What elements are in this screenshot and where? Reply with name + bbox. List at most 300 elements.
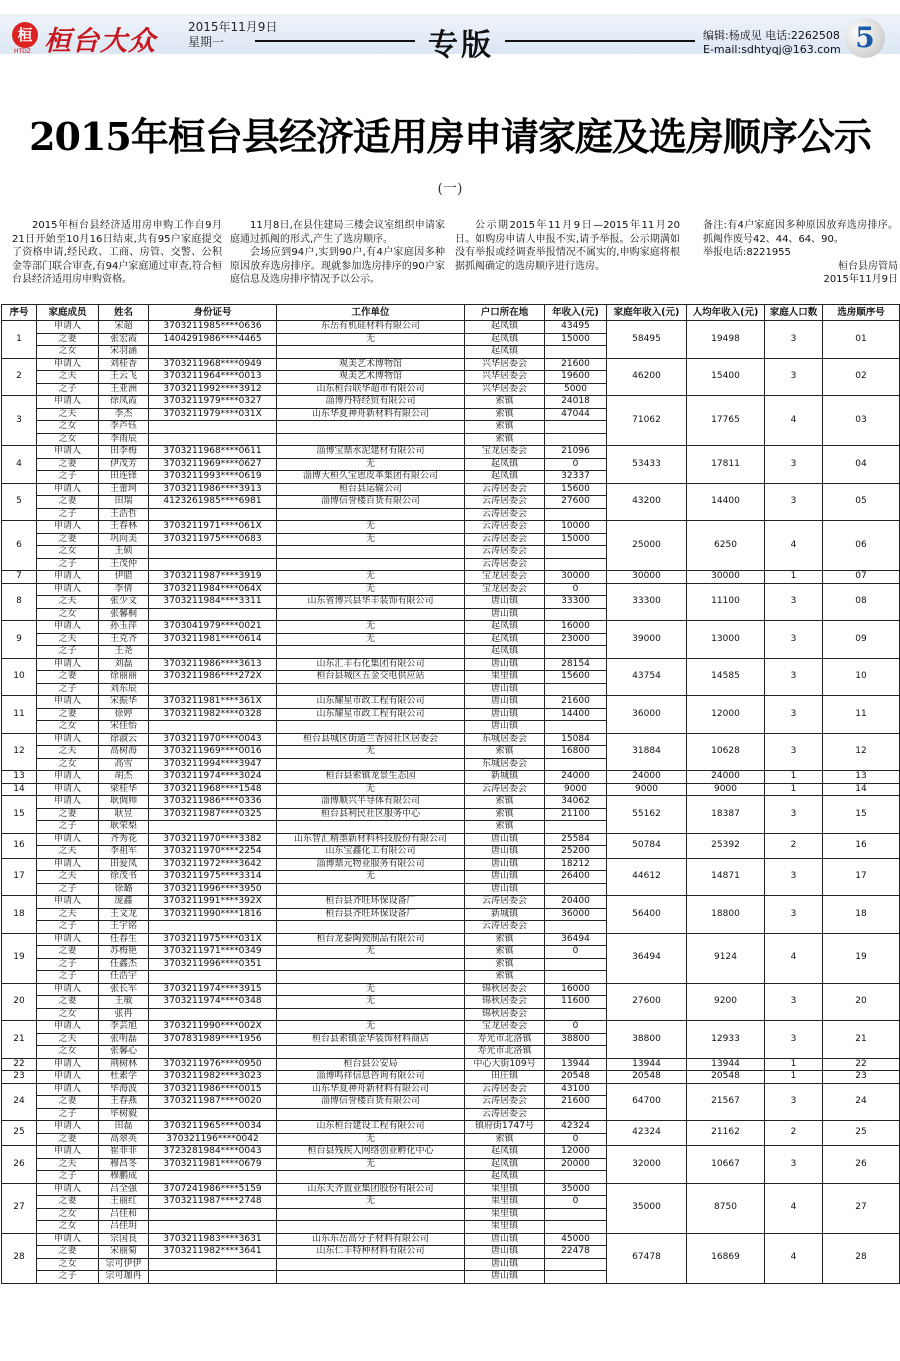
employer-cell: 淄博大桓久宝恩皮革集团有限公司 bbox=[277, 471, 465, 484]
employer-cell bbox=[277, 883, 465, 896]
table-row bbox=[2, 1183, 900, 1196]
per-capita-income-cell: 6250 bbox=[687, 521, 765, 571]
income-cell bbox=[545, 1008, 607, 1021]
income-cell: 25200 bbox=[545, 846, 607, 859]
member-name-cell: 耿荣梨 bbox=[99, 821, 149, 834]
residence-cell: 唐山镇 bbox=[465, 683, 545, 696]
family-no-cell: 25 bbox=[2, 1121, 37, 1146]
member-role-cell: 之女 bbox=[37, 1221, 99, 1234]
residence-cell: 云涛居委会 bbox=[465, 921, 545, 934]
member-role-cell: 之女 bbox=[37, 721, 99, 734]
order-no-cell: 25 bbox=[823, 1121, 900, 1146]
residence-cell: 镇府街1747号 bbox=[465, 1121, 545, 1134]
employer-cell bbox=[277, 1208, 465, 1221]
member-role-cell: 申请人 bbox=[37, 933, 99, 946]
member-name-cell: 毕海波 bbox=[99, 1083, 149, 1096]
employer-cell: 桓台县残疾人网络创业孵化中心 bbox=[277, 1146, 465, 1159]
member-name-cell: 王硕 bbox=[99, 546, 149, 559]
id-number-cell: 3703211971****0349 bbox=[149, 946, 277, 959]
column-header: 家庭成员 bbox=[37, 305, 99, 321]
per-capita-income-cell: 17765 bbox=[687, 396, 765, 446]
per-capita-income-cell: 12000 bbox=[687, 696, 765, 734]
employer-cell: 无 bbox=[277, 946, 465, 959]
income-cell: 27600 bbox=[545, 496, 607, 509]
intro-paragraph: 会场应到94户,实到90户,有4户家庭因多种原因放弃选房排序。现就参加选房排序的90户家庭信息及选房排序情况予以公示。 bbox=[230, 247, 445, 285]
employer-cell bbox=[277, 1046, 465, 1059]
family-size-cell: 1 bbox=[765, 783, 823, 796]
member-name-cell: 崔菲菲 bbox=[99, 1146, 149, 1159]
member-role-cell: 之妻 bbox=[37, 996, 99, 1009]
residence-cell: 索镇 bbox=[465, 796, 545, 809]
family-no-cell: 16 bbox=[2, 833, 37, 858]
id-number-cell bbox=[149, 971, 277, 984]
per-capita-income-cell: 9000 bbox=[687, 783, 765, 796]
residence-cell: 唐山镇 bbox=[465, 721, 545, 734]
employer-cell: 山东华夏神舟新材料有限公司 bbox=[277, 1083, 465, 1096]
employer-cell: 桓台县索镇龙景生态园 bbox=[277, 771, 465, 784]
employer-cell: 山东天齐置业集团股份有限公司 bbox=[277, 1183, 465, 1196]
id-number-cell: 3703211985****0636 bbox=[149, 321, 277, 334]
per-capita-income-cell: 25392 bbox=[687, 833, 765, 858]
id-number-cell: 3703211968****1548 bbox=[149, 783, 277, 796]
logo-subtext: HTDZ bbox=[14, 48, 31, 55]
residence-cell: 云涛居委会 bbox=[465, 546, 545, 559]
income-cell bbox=[545, 608, 607, 621]
member-name-cell: 王茂仲 bbox=[99, 558, 149, 571]
member-role-cell: 之子 bbox=[37, 921, 99, 934]
member-name-cell: 田磊 bbox=[99, 1121, 149, 1134]
member-role-cell: 申请人 bbox=[37, 1083, 99, 1096]
signer: 桓台县房管局 bbox=[838, 260, 898, 272]
residence-cell: 起凤镇 bbox=[465, 646, 545, 659]
member-name-cell: 李雨辰 bbox=[99, 433, 149, 446]
order-no-cell: 17 bbox=[823, 858, 900, 896]
residence-cell: 新城镇 bbox=[465, 771, 545, 784]
id-number-cell bbox=[149, 1171, 277, 1184]
income-cell: 22478 bbox=[545, 1246, 607, 1259]
residence-cell: 起凤镇 bbox=[465, 633, 545, 646]
family-size-cell: 1 bbox=[765, 771, 823, 784]
family-income-cell: 36000 bbox=[607, 696, 687, 734]
employer-cell: 观美艺术博物馆 bbox=[277, 358, 465, 371]
table-row bbox=[2, 733, 900, 746]
employer-cell bbox=[277, 1171, 465, 1184]
member-name-cell: 王春燕 bbox=[99, 1096, 149, 1109]
member-name-cell: 王浩哲 bbox=[99, 508, 149, 521]
member-name-cell: 王宇铭 bbox=[99, 921, 149, 934]
order-no-cell: 27 bbox=[823, 1183, 900, 1233]
member-role-cell: 之子 bbox=[37, 821, 99, 834]
column-header: 户口所在地 bbox=[465, 305, 545, 321]
per-capita-income-cell: 30000 bbox=[687, 571, 765, 584]
editor-line: 编辑:杨成见 电话:2262508 bbox=[703, 29, 840, 42]
per-capita-income-cell: 18800 bbox=[687, 896, 765, 934]
family-size-cell: 3 bbox=[765, 733, 823, 771]
id-number-cell: 3703211982****0328 bbox=[149, 708, 277, 721]
residence-cell: 唐山镇 bbox=[465, 658, 545, 671]
member-role-cell: 之妻 bbox=[37, 708, 99, 721]
member-name-cell: 田李梅 bbox=[99, 446, 149, 459]
id-number-cell: 3703211993****0619 bbox=[149, 471, 277, 484]
family-income-cell: 46200 bbox=[607, 358, 687, 396]
employer-cell: 山东耀星市政工程有限公司 bbox=[277, 696, 465, 709]
id-number-cell bbox=[149, 346, 277, 359]
family-no-cell: 1 bbox=[2, 321, 37, 359]
member-role-cell: 申请人 bbox=[37, 696, 99, 709]
per-capita-income-cell: 21567 bbox=[687, 1083, 765, 1121]
per-capita-income-cell: 9200 bbox=[687, 983, 765, 1021]
per-capita-income-cell: 11100 bbox=[687, 583, 765, 621]
table-row bbox=[2, 858, 900, 871]
employer-cell bbox=[277, 646, 465, 659]
member-role-cell: 申请人 bbox=[37, 621, 99, 634]
id-number-cell bbox=[149, 1221, 277, 1234]
family-size-cell: 4 bbox=[765, 933, 823, 983]
residence-cell: 果里镇 bbox=[465, 1183, 545, 1196]
income-cell: 5000 bbox=[545, 383, 607, 396]
family-no-cell: 21 bbox=[2, 1021, 37, 1059]
id-number-cell bbox=[149, 1258, 277, 1271]
member-role-cell: 之子 bbox=[37, 683, 99, 696]
per-capita-income-cell: 19498 bbox=[687, 321, 765, 359]
income-cell: 32337 bbox=[545, 471, 607, 484]
employer-cell: 东岳有机硅材料有限公司 bbox=[277, 321, 465, 334]
residence-cell: 果里镇 bbox=[465, 1196, 545, 1209]
table-row bbox=[2, 483, 900, 496]
residence-cell: 唐山镇 bbox=[465, 833, 545, 846]
member-role-cell: 之女 bbox=[37, 758, 99, 771]
per-capita-income-cell: 13944 bbox=[687, 1058, 765, 1071]
family-income-cell: 36494 bbox=[607, 933, 687, 983]
member-name-cell: 刘磊 bbox=[99, 658, 149, 671]
employer-cell: 山东汇丰石化集团有限公司 bbox=[277, 658, 465, 671]
employer-cell: 桓台县齐旺环保设备厂 bbox=[277, 896, 465, 909]
member-role-cell: 之子 bbox=[37, 883, 99, 896]
member-name-cell: 宋羽涵 bbox=[99, 346, 149, 359]
member-role-cell: 申请人 bbox=[37, 1071, 99, 1084]
per-capita-income-cell: 17811 bbox=[687, 446, 765, 484]
family-income-cell: 58495 bbox=[607, 321, 687, 359]
id-number-cell bbox=[149, 508, 277, 521]
id-number-cell: 3703211986****272X bbox=[149, 671, 277, 684]
income-cell: 11600 bbox=[545, 996, 607, 1009]
member-role-cell: 之妻 bbox=[37, 458, 99, 471]
member-role-cell: 之妻 bbox=[37, 496, 99, 509]
employer-cell: 观美艺术博物馆 bbox=[277, 371, 465, 384]
family-size-cell: 4 bbox=[765, 1183, 823, 1233]
residence-cell: 索镇 bbox=[465, 421, 545, 434]
member-name-cell: 王蕾珂 bbox=[99, 483, 149, 496]
member-role-cell: 之夫 bbox=[37, 1033, 99, 1046]
residence-cell: 兴华居委会 bbox=[465, 358, 545, 371]
order-no-cell: 03 bbox=[823, 396, 900, 446]
residence-cell: 锦秋居委会 bbox=[465, 996, 545, 1009]
member-name-cell: 张少文 bbox=[99, 596, 149, 609]
income-cell: 28154 bbox=[545, 658, 607, 671]
residence-cell: 索镇 bbox=[465, 808, 545, 821]
income-cell: 19600 bbox=[545, 371, 607, 384]
column-header: 家庭年收入(元) bbox=[607, 305, 687, 321]
member-name-cell: 王丽红 bbox=[99, 1196, 149, 1209]
residence-cell: 果里镇 bbox=[465, 1221, 545, 1234]
employer-cell: 山东智汇精墨新材料科技股份有限公司 bbox=[277, 833, 465, 846]
id-number-cell: 3703211990****002X bbox=[149, 1021, 277, 1034]
table-row bbox=[2, 446, 900, 459]
member-name-cell: 宗可珈冉 bbox=[99, 1271, 149, 1284]
intro-paragraph: 11月8日,在县住建局三楼会议室组织申请家庭通过抓阄的形式,产生了选房顺序。 bbox=[230, 220, 445, 245]
income-cell: 38800 bbox=[545, 1033, 607, 1046]
residence-cell: 云涛居委会 bbox=[465, 558, 545, 571]
income-cell: 0 bbox=[545, 946, 607, 959]
residence-cell: 起凤镇 bbox=[465, 471, 545, 484]
residence-cell: 起凤镇 bbox=[465, 346, 545, 359]
income-cell: 16800 bbox=[545, 746, 607, 759]
residence-cell: 寿光市北洛镇 bbox=[465, 1046, 545, 1059]
member-name-cell: 徐淑云 bbox=[99, 733, 149, 746]
member-name-cell: 穆昌冬 bbox=[99, 1158, 149, 1171]
member-role-cell: 之妻 bbox=[37, 333, 99, 346]
note: 备注:有4户家庭因多种原因放弃选房排序。抓阄作废号42、44、64、90。 bbox=[703, 220, 898, 245]
id-number-cell: 3703211981****0679 bbox=[149, 1158, 277, 1171]
intro-column-1 bbox=[12, 219, 222, 287]
residence-cell: 云涛居委会 bbox=[465, 783, 545, 796]
member-role-cell: 申请人 bbox=[37, 571, 99, 584]
member-name-cell: 张冉 bbox=[99, 1008, 149, 1021]
income-cell: 9000 bbox=[545, 783, 607, 796]
id-number-cell: 3703211987****2748 bbox=[149, 1196, 277, 1209]
income-cell bbox=[545, 758, 607, 771]
member-name-cell: 徐凤霞 bbox=[99, 396, 149, 409]
table-row bbox=[2, 1233, 900, 1246]
residence-cell: 田庄镇 bbox=[465, 1071, 545, 1084]
employer-cell bbox=[277, 1108, 465, 1121]
member-name-cell: 李芸旭 bbox=[99, 1021, 149, 1034]
residence-cell: 索镇 bbox=[465, 746, 545, 759]
member-role-cell: 之子 bbox=[37, 1108, 99, 1121]
masthead bbox=[0, 0, 900, 70]
order-no-cell: 08 bbox=[823, 583, 900, 621]
per-capita-income-cell: 14400 bbox=[687, 483, 765, 521]
family-size-cell: 1 bbox=[765, 1058, 823, 1071]
order-no-cell: 15 bbox=[823, 796, 900, 834]
residence-cell: 寿光市北洛镇 bbox=[465, 1033, 545, 1046]
employer-cell: 无 bbox=[277, 746, 465, 759]
income-cell bbox=[545, 721, 607, 734]
residence-cell: 起凤镇 bbox=[465, 321, 545, 334]
id-number-cell: 3703211996****0351 bbox=[149, 958, 277, 971]
id-number-cell: 3703211979****031X bbox=[149, 408, 277, 421]
income-cell: 15084 bbox=[545, 733, 607, 746]
employer-cell: 山东仁丰特种材料有限公司 bbox=[277, 1246, 465, 1259]
income-cell: 34062 bbox=[545, 796, 607, 809]
income-cell: 43495 bbox=[545, 321, 607, 334]
family-income-cell: 67478 bbox=[607, 1233, 687, 1283]
table-row bbox=[2, 1121, 900, 1134]
table-row bbox=[2, 783, 900, 796]
table-row bbox=[2, 658, 900, 671]
employer-cell bbox=[277, 1258, 465, 1271]
order-no-cell: 16 bbox=[823, 833, 900, 858]
id-number-cell bbox=[149, 646, 277, 659]
income-cell bbox=[545, 346, 607, 359]
income-cell: 12000 bbox=[545, 1146, 607, 1159]
employer-cell bbox=[277, 608, 465, 621]
member-name-cell: 徐璐 bbox=[99, 883, 149, 896]
income-cell: 14400 bbox=[545, 708, 607, 721]
residence-cell: 唐山镇 bbox=[465, 846, 545, 859]
member-role-cell: 之妻 bbox=[37, 1096, 99, 1109]
residence-cell: 索镇 bbox=[465, 946, 545, 959]
order-no-cell: 07 bbox=[823, 571, 900, 584]
income-cell: 35000 bbox=[545, 1183, 607, 1196]
id-number-cell: 3703211975****031X bbox=[149, 933, 277, 946]
employer-cell: 桓台县城区五金交电供应站 bbox=[277, 671, 465, 684]
income-cell bbox=[545, 421, 607, 434]
residence-cell: 云涛居委会 bbox=[465, 1083, 545, 1096]
income-cell: 20548 bbox=[545, 1071, 607, 1084]
residence-cell: 唐山镇 bbox=[465, 608, 545, 621]
id-number-cell: 3703211992****3912 bbox=[149, 383, 277, 396]
member-role-cell: 之子 bbox=[37, 1171, 99, 1184]
order-no-cell: 14 bbox=[823, 783, 900, 796]
residence-cell: 宝龙居委会 bbox=[465, 1021, 545, 1034]
income-cell bbox=[545, 1208, 607, 1221]
family-income-cell: 71062 bbox=[607, 396, 687, 446]
residence-cell: 云涛居委会 bbox=[465, 496, 545, 509]
residence-cell: 云涛居委会 bbox=[465, 1096, 545, 1109]
member-name-cell: 田瑞 bbox=[99, 496, 149, 509]
family-income-cell: 20548 bbox=[607, 1071, 687, 1084]
member-name-cell: 任春生 bbox=[99, 933, 149, 946]
member-name-cell: 李杰 bbox=[99, 408, 149, 421]
table-row bbox=[2, 1021, 900, 1034]
residence-cell: 起凤镇 bbox=[465, 1158, 545, 1171]
family-no-cell: 7 bbox=[2, 571, 37, 584]
residence-cell: 中心大街109号 bbox=[465, 1058, 545, 1071]
id-number-cell bbox=[149, 1208, 277, 1221]
intro-column-3 bbox=[455, 219, 680, 273]
income-cell: 21600 bbox=[545, 696, 607, 709]
employer-cell: 无 bbox=[277, 783, 465, 796]
order-no-cell: 02 bbox=[823, 358, 900, 396]
id-number-cell: 3703211987****0020 bbox=[149, 1096, 277, 1109]
member-name-cell: 吕佳和 bbox=[99, 1208, 149, 1221]
id-number-cell bbox=[149, 1046, 277, 1059]
income-cell: 25584 bbox=[545, 833, 607, 846]
member-name-cell: 任鑫杰 bbox=[99, 958, 149, 971]
editor-email: E-mail:sdhtyqj@163.com bbox=[703, 43, 841, 56]
per-capita-income-cell: 14585 bbox=[687, 658, 765, 696]
residence-cell: 起凤镇 bbox=[465, 621, 545, 634]
member-role-cell: 之妻 bbox=[37, 946, 99, 959]
per-capita-income-cell: 13000 bbox=[687, 621, 765, 659]
id-number-cell: 3703211986****3613 bbox=[149, 658, 277, 671]
family-size-cell: 3 bbox=[765, 483, 823, 521]
employer-cell: 无 bbox=[277, 583, 465, 596]
family-income-cell: 43200 bbox=[607, 483, 687, 521]
family-no-cell: 22 bbox=[2, 1058, 37, 1071]
member-role-cell: 申请人 bbox=[37, 896, 99, 909]
family-size-cell: 4 bbox=[765, 1233, 823, 1283]
employer-cell: 无 bbox=[277, 1133, 465, 1146]
member-name-cell: 李倩 bbox=[99, 583, 149, 596]
employer-cell: 无 bbox=[277, 871, 465, 884]
residence-cell: 宝龙居委会 bbox=[465, 571, 545, 584]
member-role-cell: 之女 bbox=[37, 1258, 99, 1271]
table-row bbox=[2, 521, 900, 534]
residence-cell: 索镇 bbox=[465, 821, 545, 834]
id-number-cell: 3703211981****0614 bbox=[149, 633, 277, 646]
income-cell: 21600 bbox=[545, 358, 607, 371]
income-cell bbox=[545, 921, 607, 934]
issue-weekday: 星期一 bbox=[188, 35, 225, 49]
family-size-cell: 3 bbox=[765, 1146, 823, 1184]
order-no-cell: 28 bbox=[823, 1233, 900, 1283]
income-cell: 30000 bbox=[545, 571, 607, 584]
employer-cell: 无 bbox=[277, 521, 465, 534]
member-role-cell: 之夫 bbox=[37, 1158, 99, 1171]
employer-cell: 桓台龙泰陶瓷制品有限公司 bbox=[277, 933, 465, 946]
income-cell: 21600 bbox=[545, 1096, 607, 1109]
family-no-cell: 12 bbox=[2, 733, 37, 771]
order-no-cell: 12 bbox=[823, 733, 900, 771]
residence-cell: 唐山镇 bbox=[465, 1258, 545, 1271]
member-role-cell: 之夫 bbox=[37, 408, 99, 421]
member-name-cell: 王春林 bbox=[99, 521, 149, 534]
family-size-cell: 3 bbox=[765, 896, 823, 934]
member-role-cell: 申请人 bbox=[37, 1021, 99, 1034]
member-name-cell: 李芦钰 bbox=[99, 421, 149, 434]
member-role-cell: 之女 bbox=[37, 1208, 99, 1221]
issue-date bbox=[188, 20, 277, 50]
residence-cell: 唐山镇 bbox=[465, 858, 545, 871]
employer-cell bbox=[277, 821, 465, 834]
member-name-cell: 张长军 bbox=[99, 983, 149, 996]
income-cell: 15000 bbox=[545, 333, 607, 346]
income-cell: 0 bbox=[545, 583, 607, 596]
employer-cell bbox=[277, 683, 465, 696]
member-role-cell: 申请人 bbox=[37, 521, 99, 534]
income-cell bbox=[545, 1258, 607, 1271]
order-no-cell: 01 bbox=[823, 321, 900, 359]
member-name-cell: 高翠英 bbox=[99, 1133, 149, 1146]
member-role-cell: 之女 bbox=[37, 346, 99, 359]
income-cell: 24018 bbox=[545, 396, 607, 409]
employer-cell bbox=[277, 971, 465, 984]
table-row bbox=[2, 771, 900, 784]
sign-date: 2015年11月9日 bbox=[823, 274, 898, 285]
table-header-row bbox=[2, 305, 900, 321]
employer-cell: 桓台县城区街道兰香园社区居委会 bbox=[277, 733, 465, 746]
employer-cell: 桓台县公安局 bbox=[277, 1058, 465, 1071]
residence-cell: 起凤镇 bbox=[465, 1171, 545, 1184]
member-role-cell: 之子 bbox=[37, 558, 99, 571]
income-cell: 20000 bbox=[545, 1158, 607, 1171]
member-role-cell: 申请人 bbox=[37, 771, 99, 784]
residence-cell: 唐山镇 bbox=[465, 1271, 545, 1284]
employer-cell: 桓台县齐旺环保设备厂 bbox=[277, 908, 465, 921]
member-role-cell: 之夫 bbox=[37, 596, 99, 609]
order-no-cell: 05 bbox=[823, 483, 900, 521]
table-row bbox=[2, 396, 900, 409]
employer-cell: 淄博信誉楼百货有限公司 bbox=[277, 496, 465, 509]
member-role-cell: 申请人 bbox=[37, 583, 99, 596]
employer-cell bbox=[277, 558, 465, 571]
member-name-cell: 徐丽丽 bbox=[99, 671, 149, 684]
table-row bbox=[2, 983, 900, 996]
family-income-cell: 39000 bbox=[607, 621, 687, 659]
page-title: 2015年桓台县经济适用房申请家庭及选房顺序公示 bbox=[29, 114, 871, 159]
